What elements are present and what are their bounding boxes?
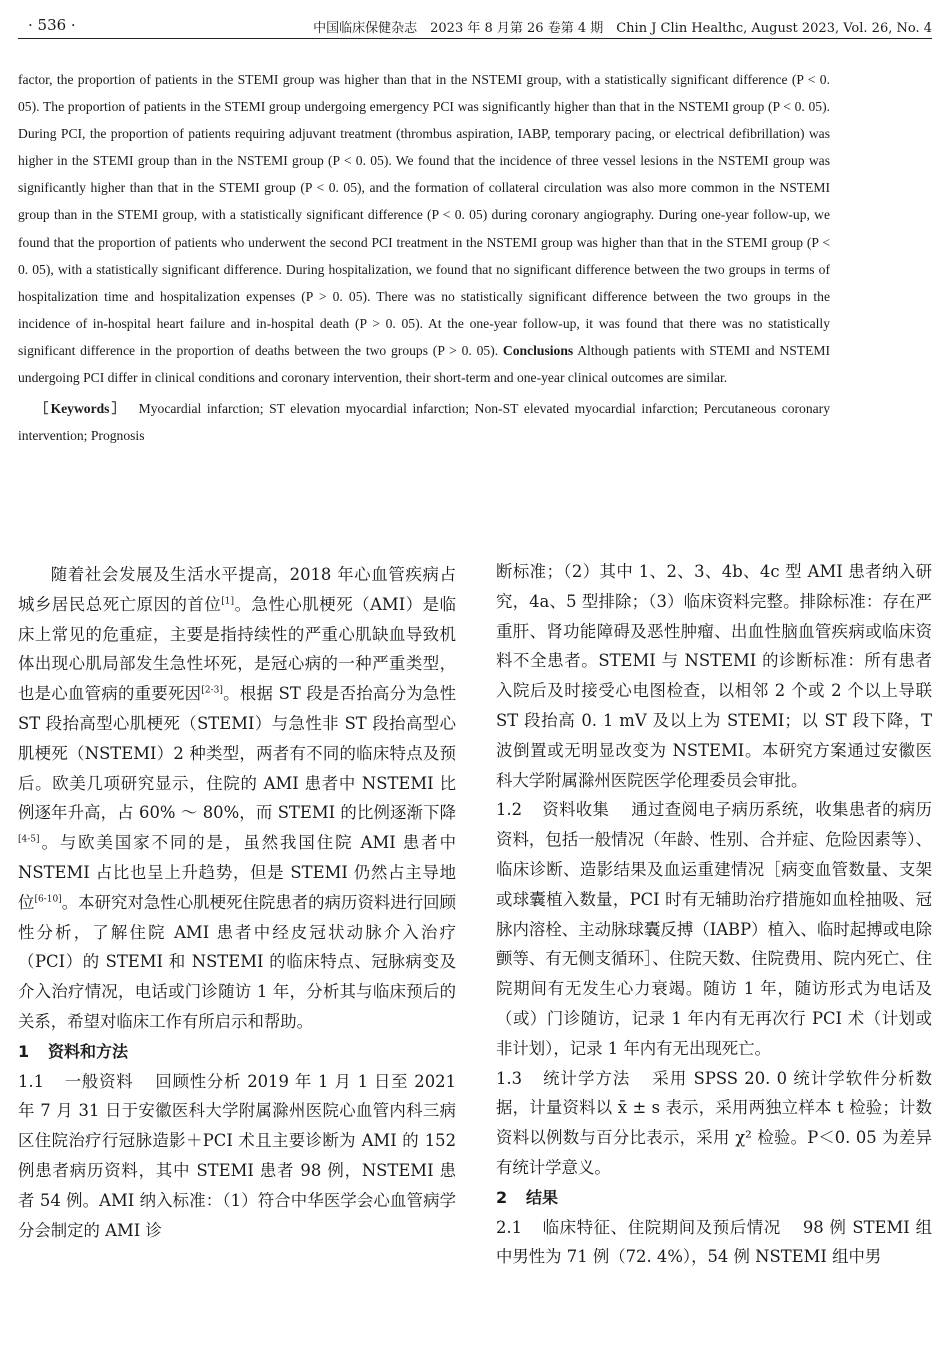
citation: [2-3]	[201, 685, 223, 696]
section-heading-1	[18, 1037, 456, 1067]
subsection-number: 1.3	[496, 1068, 523, 1088]
section-title: 结果	[526, 1187, 559, 1207]
intro-text: 。与欧美国家不同的是，虽然我国住院 AMI 患者中 NSTEMI 占比也呈上升趋势，但是 STEMI 仍然占主导地位	[18, 833, 456, 912]
section-number: 1	[18, 1041, 30, 1061]
keywords-label: ［Keywords］	[34, 401, 128, 417]
abstract-results: factor, the proportion of patients in the STEMI group was higher than that in the NSTEMI group, with a statistically significant difference (P < 0. 05). The proportion of patients in the STEMI group undergoing emergency PCI was significantly higher than that in the NSTEMI group (P < 0. 05). During PCI, the proportion of patients requiring adjuvant treatment (thrombus aspiration, IABP, temporary pacing, or electrical defibrillation) was higher in the STEMI group than in the NSTEMI group (P < 0. 05). We found that the incidence of three vessel lesions in the NSTEMI group was significantly higher than that in the STEMI group (P < 0. 05), and the formation of collateral circulation was also more common in the NSTEMI group than in the STEMI group, with a statistically significant difference (P < 0. 05) during coronary angiography. During one-year follow-up, we found that the proportion of patients who underwent the second PCI treatment in the NSTEMI group was higher than that in the STEMI group (P < 0. 05), with a statistically significant difference. During hospitalization, we found that no significant difference between the two groups in terms of hospitalization time and hospitalization expenses (P > 0. 05). There was no statistically significant difference between the two groups in the incidence of in-hospital heart failure and in-hospital death (P > 0. 05). At the one-year follow-up, it was found that there was no statistically significant difference in the proportion of deaths between the two groups (P > 0. 05).	[18, 72, 830, 358]
subsection-1-1	[18, 1067, 456, 1246]
conclusions-label: Conclusions	[502, 342, 574, 358]
subsection-title: 统计学方法	[542, 1068, 631, 1088]
subsection-text: 98 例 STEMI 组中男性为 71 例（72. 4%），54 例 NSTEMI 组中男	[496, 1217, 932, 1267]
intro-text: 。急性心肌梗死（AMI）是临床上常见的危重症，主要是指持续性的严重心肌缺血导致机体出现心肌局部发生急性坏死，是冠心病的一种严重类型，也是心血管病的重要死因	[18, 594, 457, 704]
criteria-paragraph: 断标准；（2）其中 1、2、3、4b、4c 型 AMI 患者纳入研究，4a、5 型排除；（3）临床资料完整。排除标准：存在严重肝、肾功能障碍及恶性肿瘤、出血性脑血管疾病或临床资料不全患者。STEMI 与 NSTEMI 的诊断标准：所有患者入院后及时接受心电图检查，以相邻 2 个或 2 个以上导联 ST 段抬高 0. 1 mV 及以上为 STEMI；以 ST 段下降，T 波倒置或无明显改变为 NSTEMI。本研究方案通过安徽医科大学附属滁州医院医学伦理委员会审批。	[496, 562, 932, 790]
intro-text: 随着社会发展及生活水平提高，2018 年心血管疾病占城乡居民总死亡原因的首位	[18, 565, 456, 614]
citation: [4-5]	[18, 834, 40, 845]
left-column	[18, 560, 456, 1245]
subsection-title: 临床特征、住院期间及预后情况	[542, 1217, 781, 1237]
section-number: 2	[496, 1187, 508, 1207]
subsection-1-3	[496, 1064, 932, 1183]
section-heading-2	[496, 1183, 932, 1213]
abstract-text	[18, 66, 830, 391]
section-title: 资料和方法	[48, 1041, 129, 1061]
journal-citation: 中国临床保健杂志 2023 年 8 月第 26 卷第 4 期 Chin J Clin Healthc, August 2023, Vol. 26, No. 4	[313, 21, 932, 36]
subsection-number: 1.2	[496, 800, 523, 820]
subsection-text: 通过查阅电子病历系统，收集患者的病历资料，包括一般情况（年龄、性别、合并症、危险因素等）、临床诊断、造影结果及血运重建情况［病变血管数量、支架或球囊植入数量，PCI 时有无辅助治疗措施如血栓抽吸、冠脉内溶栓、主动脉球囊反搏（IABP）植入、临时起搏或电除颤等、有无侧支循环］、住院天数、住院费用、院内死亡、住院期间有无发生心力衰竭。随访 1 年，随访形式为电话及（或）门诊随访，记录 1 年内有无再次行 PCI 术（计划或非计划），记录 1 年内有无出现死亡。	[496, 800, 933, 1058]
subsection-2-1	[496, 1213, 932, 1273]
citation: [1]	[221, 596, 235, 607]
intro-text: 。本研究对急性心肌梗死住院患者的病历资料进行回顾性分析，了解住院 AMI 患者中经皮冠状动脉介入治疗（PCI）的 STEMI 和 NSTEMI 的临床特点、冠脉病变及介入治疗情况，电话或门诊随访 1 年，分析其与临床预后的关系，希望对临床工作有所启示和帮助。	[18, 892, 457, 1031]
subsection-title: 一般资料	[64, 1071, 134, 1091]
intro-paragraph	[18, 560, 456, 1037]
subsection-title: 资料收集	[542, 800, 610, 820]
keywords-text: Myocardial infarction; ST elevation myocardial infarction; Non-ST elevated myocardial infarction; Percutaneous coronary intervention; Prognosis	[18, 401, 831, 444]
page-number: · 536 ·	[28, 16, 76, 34]
subsection-number: 2.1	[496, 1217, 523, 1237]
subsection-text: 采用 SPSS 20. 0 统计学软件分析数据，计量资料以 x̄ ± s 表示，采用两独立样本 t 检验；计数资料以例数与百分比表示，采用 χ² 检验。P＜0. 05 为差异有统计学意义。	[496, 1068, 932, 1177]
intro-text: 。根据 ST 段是否抬高分为急性 ST 段抬高型心肌梗死（STEMI）与急性非 ST 段抬高型心肌梗死（NSTEMI）2 种类型，两者有不同的临床特点及预后。欧美几项研究显示，住院的 AMI 患者中 NSTEMI 比例逐年升高，占 60% ～ 80%，而 STEMI 的比例逐渐下降	[18, 684, 456, 823]
conclusions-text: Although patients with STEMI and NSTEMI undergoing PCI differ in clinical conditions and coronary intervention, their short-term and one-year clinical outcomes are similar.	[18, 342, 830, 386]
english-abstract	[18, 66, 830, 449]
subsection-number: 1.1	[18, 1071, 45, 1091]
right-column	[496, 557, 932, 1272]
subsection-text: 回顾性分析 2019 年 1 月 1 日至 2021 年 7 月 31 日于安徽医科大学附属滁州医院心血管内科三病区住院治疗行冠脉造影＋PCI 术且主要诊断为 AMI 的 152 例患者病历资料，其中 STEMI 患者 98 例，NSTEMI 患者 54 例。AMI 纳入标准：（1）符合中华医学会心血管病学分会制定的 AMI 诊	[18, 1071, 456, 1240]
citation: [6-10]	[34, 894, 62, 905]
subsection-1-2	[496, 795, 932, 1063]
running-header	[18, 12, 932, 39]
keywords	[18, 395, 830, 449]
